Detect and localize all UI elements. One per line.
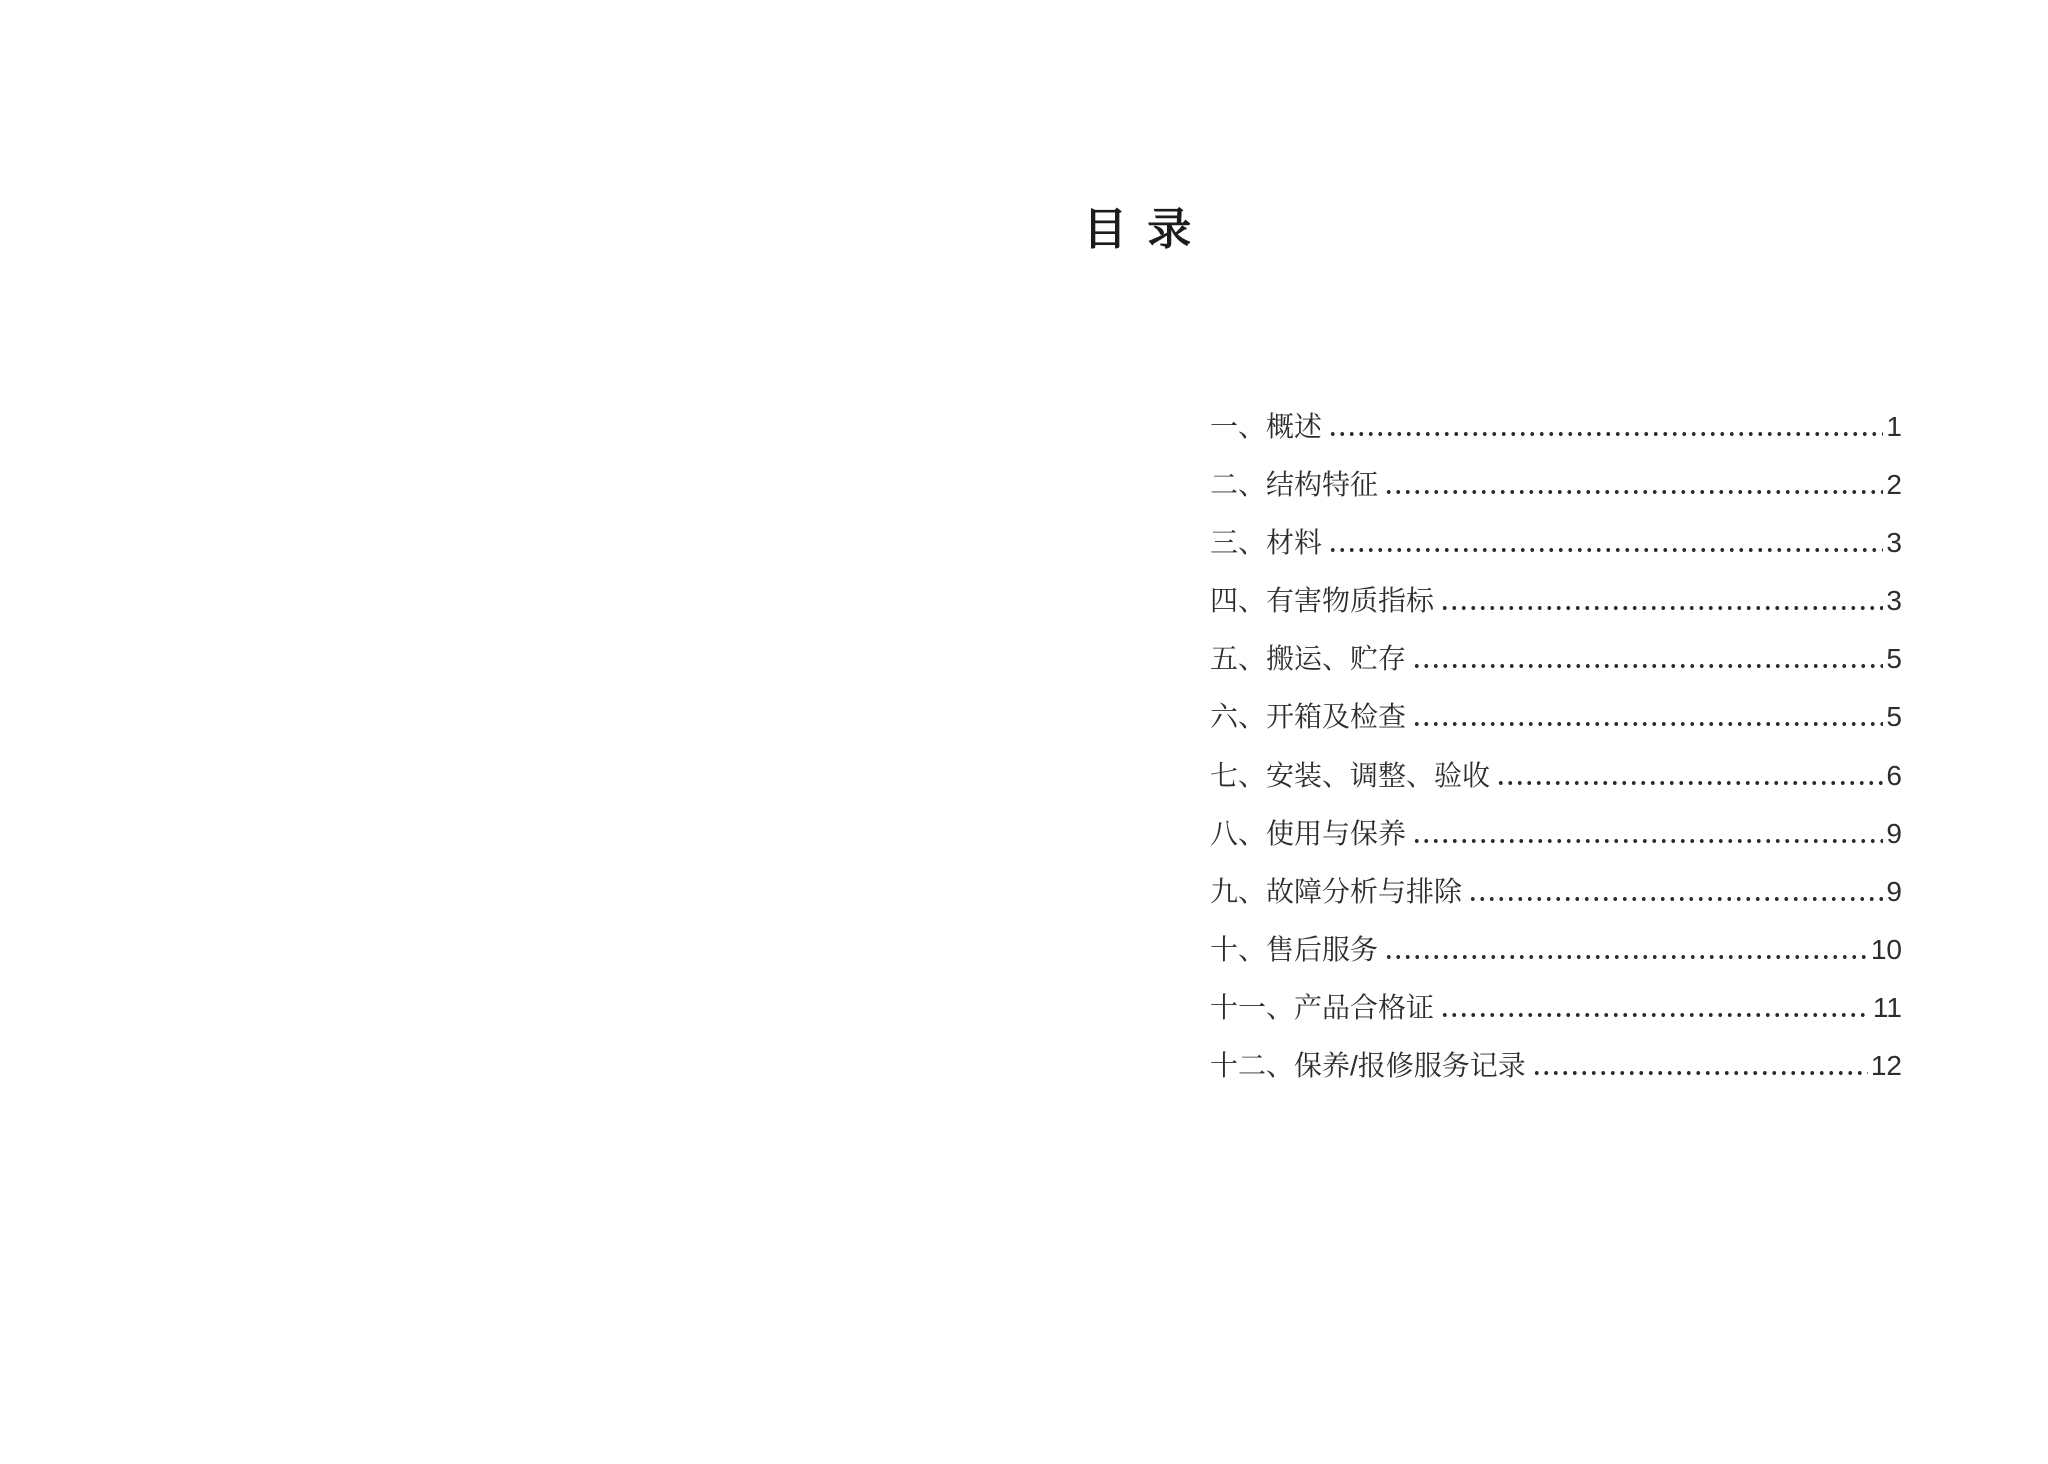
dot-leader [1412, 688, 1883, 746]
toc-entry-label: 十、售后服务 [1210, 933, 1379, 965]
toc-entry [1210, 1037, 1902, 1095]
dot-leader [1412, 805, 1883, 863]
toc-entry-label: 十二、保养/报修服务记录 [1210, 1050, 1526, 1082]
toc-entry-page-number: 9 [1886, 875, 1902, 907]
toc-entry-label: 四、有害物质指标 [1210, 585, 1435, 617]
toc-entry-page-number: 6 [1886, 759, 1902, 791]
toc-entry-label: 二、结构特征 [1210, 469, 1379, 501]
page-title: 目 录 [1083, 205, 1196, 254]
toc-entry-page-number: 5 [1886, 643, 1902, 675]
toc-entry-label: 九、故障分析与排除 [1210, 875, 1463, 907]
toc-entry [1210, 514, 1902, 572]
toc-entry-label: 七、安装、调整、验收 [1210, 759, 1491, 791]
dot-leader [1384, 456, 1883, 514]
dot-leader [1384, 921, 1868, 979]
toc-entry-page-number: 10 [1870, 933, 1902, 965]
dot-leader [1440, 979, 1870, 1037]
toc-entry [1210, 456, 1902, 514]
toc-entry [1210, 688, 1902, 746]
toc-entry-label: 五、搬运、贮存 [1210, 643, 1407, 675]
dot-leader [1532, 1037, 1868, 1095]
dot-leader [1496, 747, 1883, 805]
toc-entry-page-number: 11 [1872, 991, 1902, 1023]
toc-entry-page-number: 9 [1886, 817, 1902, 849]
dot-leader [1412, 630, 1883, 688]
toc-entry [1210, 805, 1902, 863]
toc-entry-page-number: 3 [1886, 527, 1902, 559]
toc-entry-label: 一、概述 [1210, 411, 1323, 442]
toc-entry [1210, 921, 1902, 979]
toc-entry-page-number: 2 [1886, 469, 1902, 501]
toc-list [1210, 398, 1902, 1095]
toc-entry-page-number: 3 [1886, 585, 1902, 617]
toc-entry-label: 三、材料 [1210, 527, 1323, 559]
dot-leader [1440, 572, 1883, 630]
toc-entry-page-number: 12 [1870, 1050, 1902, 1082]
toc-entry-label: 十一、产品合格证 [1210, 991, 1435, 1023]
dot-leader [1328, 398, 1883, 456]
toc-entry-page-number: 1 [1886, 411, 1902, 442]
toc-entry [1210, 630, 1902, 688]
toc-entry [1210, 863, 1902, 921]
toc-entry [1210, 398, 1902, 456]
dot-leader [1468, 863, 1883, 921]
dot-leader [1328, 514, 1883, 572]
toc-entry [1210, 572, 1902, 630]
toc-entry-label: 八、使用与保养 [1210, 817, 1407, 849]
toc-entry-page-number: 5 [1886, 701, 1902, 733]
toc-entry [1210, 747, 1902, 805]
toc-entry [1210, 979, 1902, 1037]
toc-entry-label: 六、开箱及检查 [1210, 701, 1407, 733]
